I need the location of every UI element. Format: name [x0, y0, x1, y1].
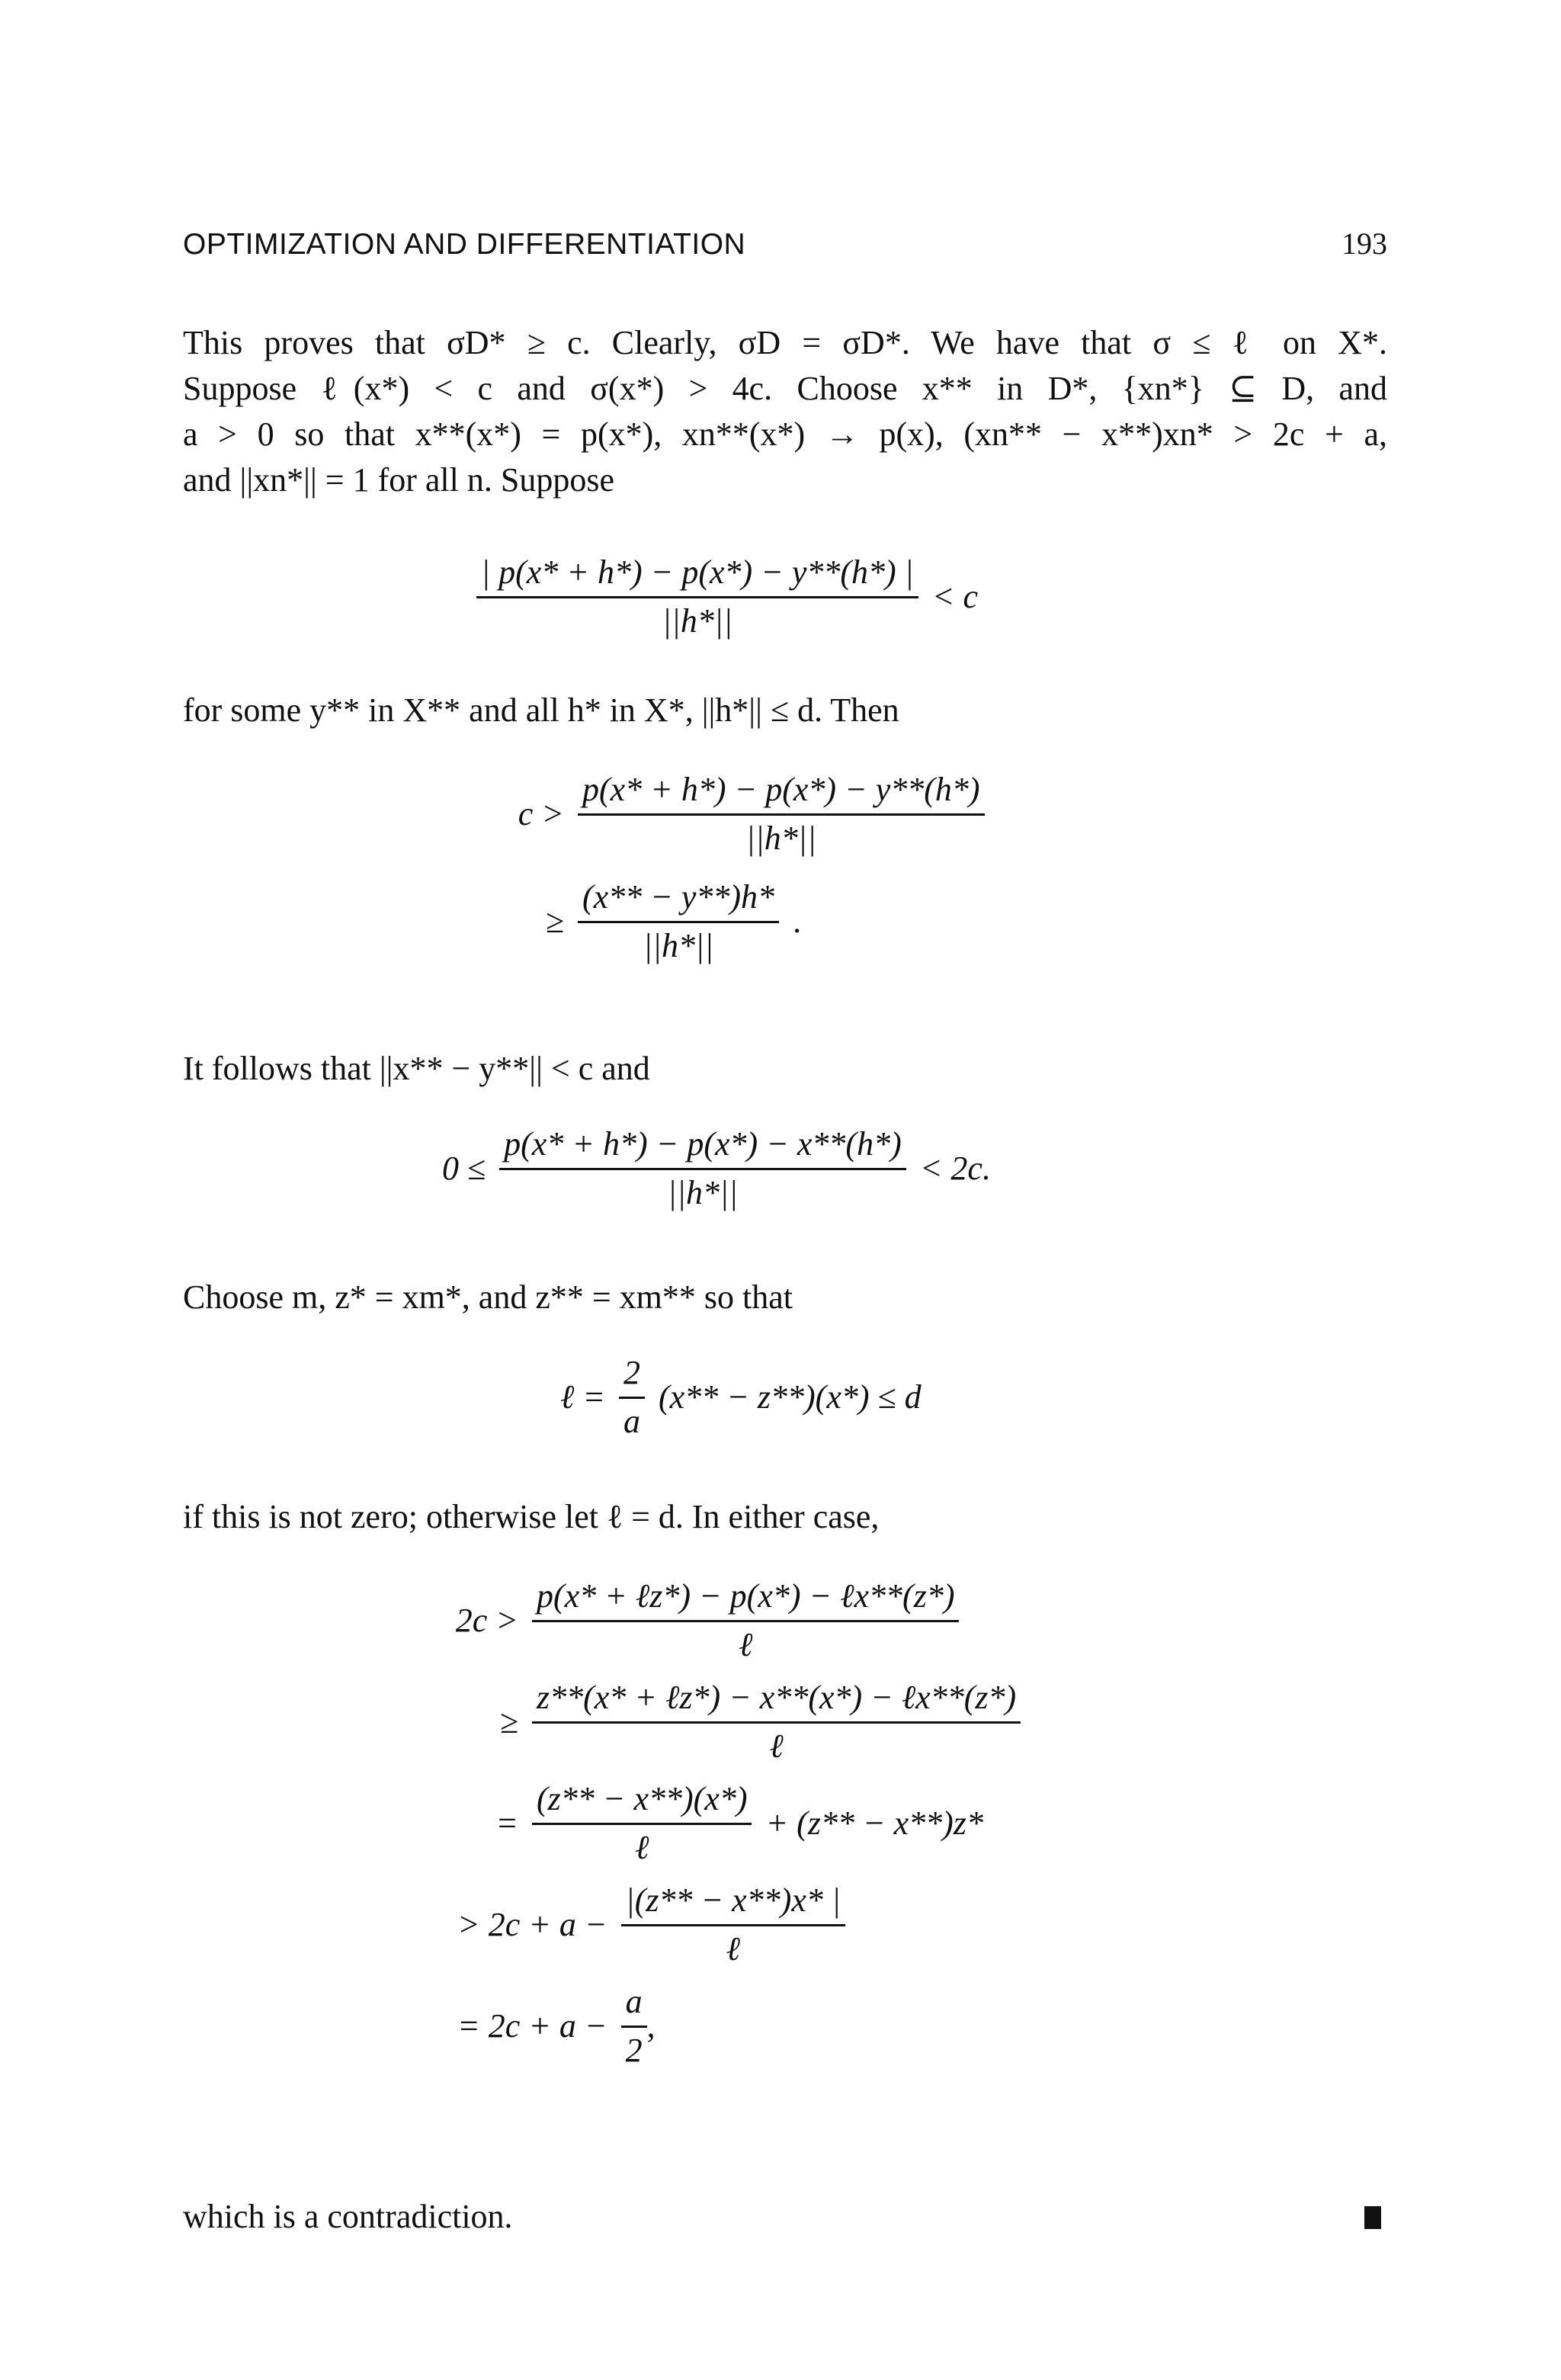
- fraction: [476, 553, 918, 640]
- fraction: [532, 1678, 1021, 1766]
- fraction: [621, 1881, 845, 1968]
- relation: ℓ =: [560, 1378, 606, 1416]
- fraction: [619, 1353, 645, 1441]
- numerator: a: [625, 1983, 643, 2020]
- paragraph: [183, 1494, 1387, 1540]
- text-line: It follows that ||x** − y**|| < c and: [183, 1050, 650, 1087]
- qed-mark: [1364, 2206, 1381, 2229]
- numerator: p(x* + h*) − p(x*) − y**(h*): [582, 771, 980, 808]
- relation: < c: [931, 578, 979, 615]
- paragraph-intro: [183, 320, 1387, 503]
- fraction: [499, 1124, 906, 1212]
- relation: ≥: [545, 903, 564, 940]
- numerator: 2: [623, 1354, 641, 1391]
- fraction: [621, 1982, 647, 2070]
- equation-4: [560, 1353, 922, 1441]
- fraction: [578, 877, 779, 965]
- numerator: p(x* + ℓz*) − p(x*) − ℓx**(z*): [537, 1577, 955, 1615]
- text-line: Suppose ℓ(x*) < c and σ(x*) > 4c. Choose x** in D*, {xn*} ⊆ D, and: [183, 370, 1387, 407]
- denominator: ||h*||: [643, 927, 714, 964]
- denominator: ℓ: [769, 1727, 784, 1765]
- page-number: 193: [1341, 226, 1387, 261]
- numerator: (z** − x**)(x*): [537, 1780, 748, 1817]
- text-line: and ||xn*|| = 1 for all n. Suppose: [183, 461, 614, 499]
- relation: ≥: [499, 1703, 518, 1740]
- denominator: ||h*||: [662, 602, 733, 640]
- fraction: [532, 1779, 752, 1867]
- equation-3: [442, 1124, 991, 1212]
- text-line: This proves that σD* ≥ c. Clearly, σD = σD*. We have that σ ≤ ℓ on X*.: [183, 324, 1387, 361]
- expression: + (z** − x**)z*: [765, 1804, 983, 1842]
- denominator: 2: [625, 2032, 643, 2069]
- relation: < 2c.: [919, 1150, 991, 1187]
- numerator: | p(x* + h*) − p(x*) − y**(h*) |: [481, 553, 914, 591]
- text-line: for some y** in X** and all h* in X*, ||h*|| ≤ d. Then: [183, 691, 899, 729]
- text-line: if this is not zero; otherwise let ℓ = d. In either case,: [183, 1498, 880, 1535]
- paragraph: [183, 1275, 1387, 1320]
- denominator: a: [623, 1403, 641, 1440]
- text-line: Choose m, z* = xm*, and z** = xm** so that: [183, 1278, 793, 1316]
- fraction: [532, 1577, 959, 1664]
- denominator: ||h*||: [745, 820, 816, 857]
- relation: c >: [518, 795, 564, 832]
- numerator: p(x* + h*) − p(x*) − x**(h*): [504, 1125, 902, 1163]
- equation-1: [476, 553, 978, 640]
- running-head: [183, 226, 1387, 261]
- denominator: ℓ: [635, 1829, 649, 1866]
- relation: 0 ≤: [442, 1150, 486, 1187]
- expression: (x** − z**)(x*) ≤ d: [659, 1378, 922, 1416]
- numerator: (x** − y**)h*: [582, 878, 775, 916]
- text-line: which is a contradiction.: [183, 2198, 513, 2235]
- relation: > 2c + a −: [457, 1906, 607, 1943]
- paragraph: [183, 688, 1387, 733]
- paragraph: [183, 1046, 1387, 1092]
- denominator: ||h*||: [667, 1174, 739, 1211]
- numerator: z**(x* + ℓz*) − x**(x*) − ℓx**(z*): [537, 1679, 1017, 1716]
- punctuation: .: [793, 903, 802, 940]
- numerator: |(z** − x**)x* |: [625, 1881, 841, 1919]
- fraction: [578, 770, 985, 858]
- running-title: OPTIMIZATION AND DIFFERENTIATION: [183, 228, 746, 261]
- relation: 2c >: [455, 1602, 518, 1639]
- denominator: ℓ: [739, 1626, 753, 1663]
- relation: = 2c + a −: [457, 2007, 607, 2045]
- paragraph: [183, 2194, 1387, 2240]
- relation: =: [495, 1804, 518, 1842]
- equation-5: [396, 1577, 1021, 2070]
- text-line: a > 0 so that x**(x*) = p(x*), xn**(x*) → p(x), (xn** − x**)xn* > 2c + a,: [183, 415, 1387, 453]
- equation-2: [503, 770, 985, 965]
- punctuation: ,: [646, 2007, 655, 2045]
- denominator: ℓ: [726, 1930, 740, 1968]
